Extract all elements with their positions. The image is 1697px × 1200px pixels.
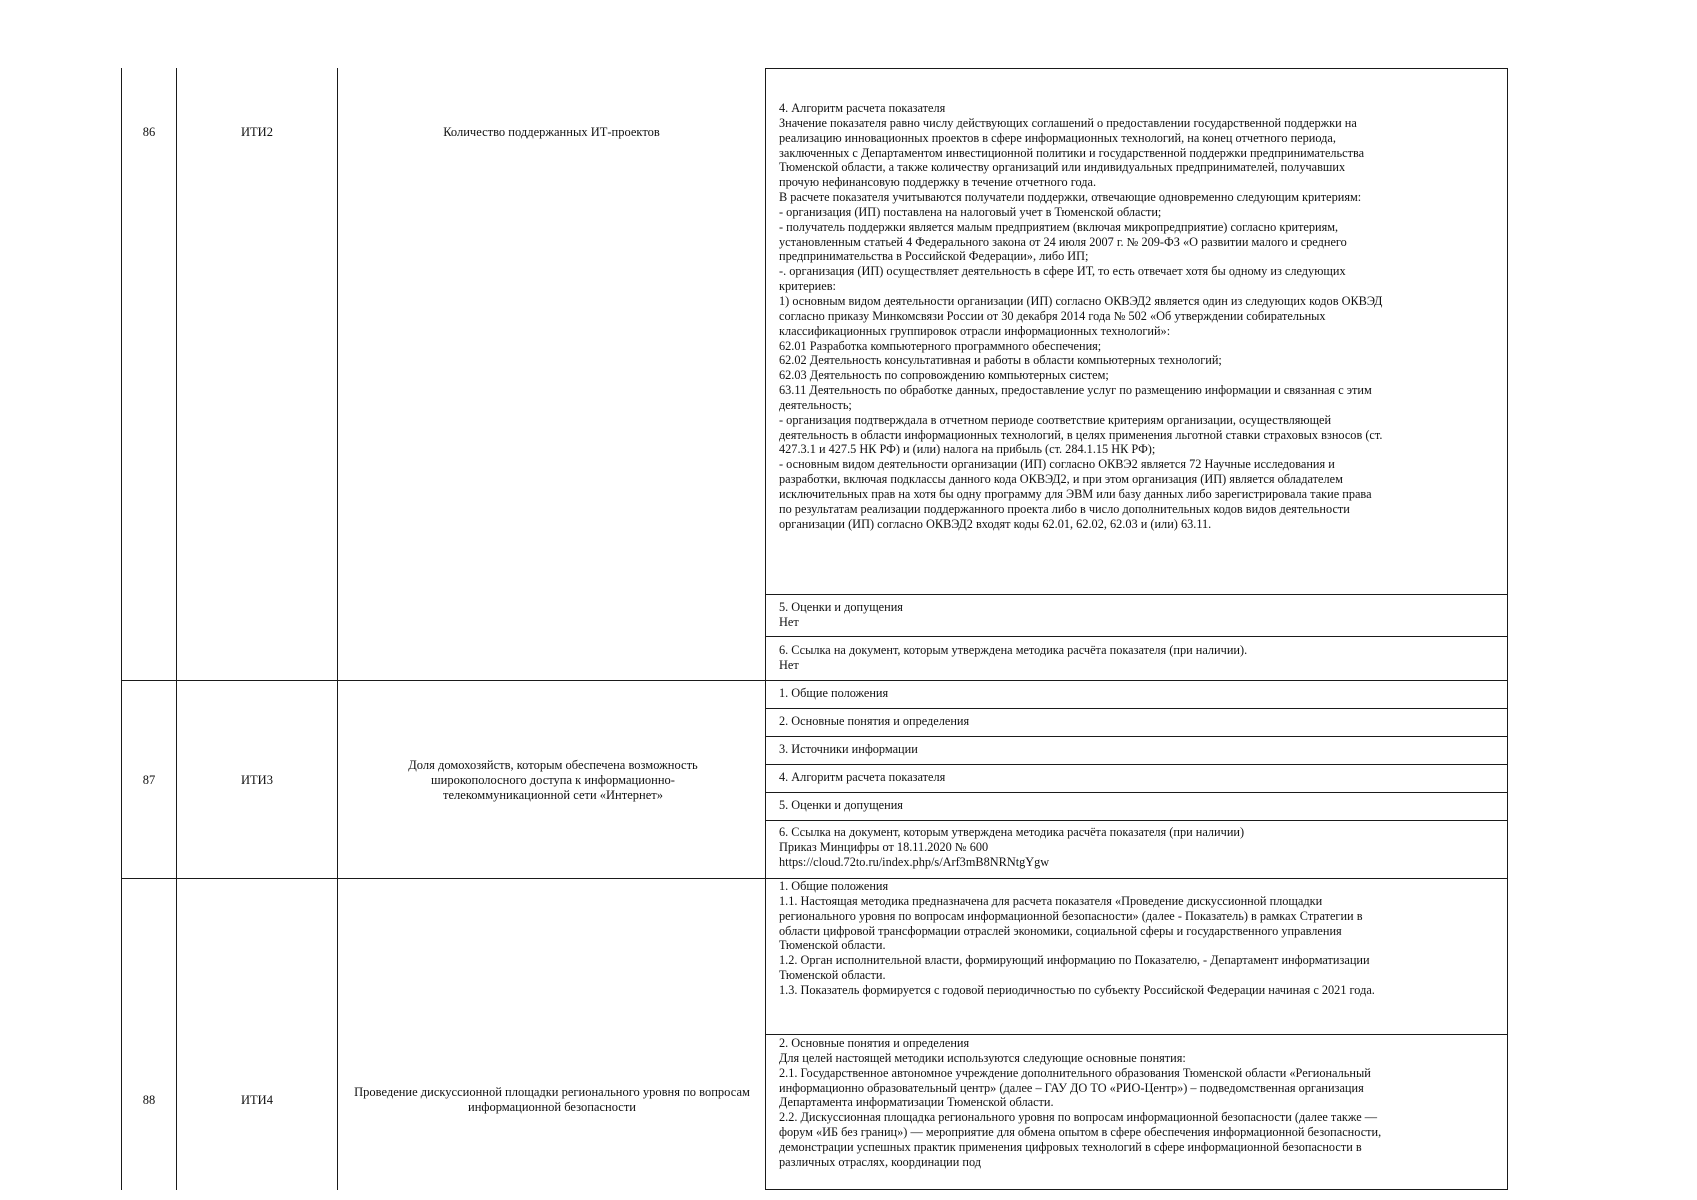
section-divider xyxy=(765,820,1508,821)
section-divider xyxy=(765,792,1508,793)
indicator-code: ИТИ3 xyxy=(241,772,273,787)
section-divider xyxy=(765,736,1508,737)
methodology-section: 6. Ссылка на документ, которым утверждена методика расчёта показателя (при наличии) Приказ Минцифры от 18.11.2020 № 600 https://cloud.72to.ru/index.php/s/Arf3mB8NRNtgYgw xyxy=(779,825,1245,869)
methodology-section: 2. Основные понятия и определения Для целей настоящей методики используются следующие основные понятия: 2.1. Государственное автономное учреждение дополнительного образования Тюменской области «Региональный информационно образовательный центр» (далее – ГАУ ДО ТО «РИО-Центр») – подведомственная организация Департамента информатизации Тюменской области. 2.2. Дискуссионная площадка регионального уровня по вопросам информационной безопасности (далее также — форум «ИБ без границ») — мероприятие для обмена опытом в сфере обеспечения информационной безопасности, демонстрации успешных практик применения цифровых технологий в сфере информационной безопасности в различных отраслях, координации под xyxy=(779,1036,1382,1169)
methodology-section: 1. Общие положения xyxy=(779,686,889,700)
methodology-section: 3. Источники информации xyxy=(779,742,918,756)
methodology-section: 4. Алгоритм расчета показателя xyxy=(779,770,946,784)
methodology-section: 6. Ссылка на документ, которым утверждена методика расчёта показателя (при наличии). Нет xyxy=(779,643,1248,672)
section-divider xyxy=(765,708,1508,709)
section-divider xyxy=(765,636,1508,637)
indicator-name: Доля домохозяйств, которым обеспечена возможность широкополосного доступа к информационно-телекоммуникационной сети «Интернет» xyxy=(408,757,698,802)
column-divider-code xyxy=(337,68,338,1190)
row-divider xyxy=(121,680,1508,681)
methodology-section: 5. Оценки и допущения Нет xyxy=(779,600,903,629)
section-top-border xyxy=(765,68,1508,69)
section-divider xyxy=(765,764,1508,765)
section-bottom-border xyxy=(765,1189,1508,1190)
section-divider xyxy=(765,1034,1508,1035)
indicator-code: ИТИ2 xyxy=(241,124,273,139)
section-divider xyxy=(765,594,1508,595)
methodology-section: 1. Общие положения 1.1. Настоящая методика предназначена для расчета показателя «Проведение дискуссионной площадки регионального уровня по вопросам информационной безопасности» (далее - Показатель) в рамках Стратегии в области цифровой трансформации отраслей экономики, социальной сферы и государственного управления Тюменской области. 1.2. Орган исполнительной власти, формирующий информацию по Показателю, - Департамент информатизации Тюменской области. 1.3. Показатель формируется с годовой периодичностью по субъекту Российской Федерации начиная с 2021 года. xyxy=(779,879,1375,997)
row-number: 86 xyxy=(142,124,156,139)
column-divider-name xyxy=(765,68,766,1190)
methodology-section: 2. Основные понятия и определения xyxy=(779,714,970,728)
methodology-section: 4. Алгоритм расчета показателя Значение показателя равно числу действующих соглашений о предоставлении государственной поддержки на реализацию инновационных проектов в сфере информационных технологий, на конец отчетного периода, заключенных с Департаментом инвестиционной политики и государственной поддержки предпринимательства Тюменской области, а также количеству организаций или индивидуальных предпринимателей, получавших прочую нефинансовую поддержку в течение отчетного года. В расчете показателя учитываются получатели поддержки, отвечающие одновременно следующим критериям: - организация (ИП) поставлена на налоговый учет в Тюменской области; - получатель поддержки является малым предприятием (включая микропредприятие) согласно критериям, установленным статьей 4 Федерального закона от 24 июля 2007 г. № 209-ФЗ «О развитии малого и среднего предпринимательства в Российской Федерации», либо ИП; -. организация (ИП) осуществляет деятельность в сфере ИТ, то есть отвечает хотя бы одному из следующих критериев: 1) основным видом деятельности организации (ИП) согласно ОКВЭД2 является один из следующих кодов ОКВЭД согласно приказу Минкомсвязи России от 30 декабря 2014 года № 502 «Об утверждении собирательных классификационных группировок отрасли информационных технологий»: 62.01 Разработка компьютерного программного обеспечения; 62.02 Деятельность консультативная и работы в области компьютерных технологий; 62.03 Деятельность по сопровождению компьютерных систем; 63.11 Деятельность по обработке данных, предоставление услуг по размещению информации и связанная с этим деятельность; - организация подтверждала в отчетном периоде соответствие критериям организации, осуществляющей деятельность в области информационных технологий, в целях применения льготной ставки страховых взносов (ст. 427.3.1 и 427.5 НК РФ) и (или) налога на прибыль (ст. 284.1.15 НК РФ); - основным видом деятельности организации (ИП) согласно ОКВЭ2 является 72 Научные исследования и разработки, включая подклассы данного кода ОКВЭД2, и при этом организация (ИП) является обладателем исключительных прав на хотя бы одну программу для ЭВМ или базу данных либо зарегистрировала такие права по результатам реализации поддержанного проекта либо в число дополнительных кодов видов деятельности организации (ИП) согласно ОКВЭД2 входят коды 62.01, 62.02, 62.03 и (или) 63.11. xyxy=(779,101,1383,531)
row-number: 87 xyxy=(142,772,156,787)
indicator-name: Проведение дискуссионной площадки регионального уровня по вопросам информационной безопасности xyxy=(354,1085,750,1114)
table-left-border xyxy=(121,68,122,1190)
indicator-code: ИТИ4 xyxy=(241,1092,273,1107)
indicator-name: Количество поддержанных ИТ-проектов xyxy=(443,124,660,139)
column-divider-num xyxy=(176,68,177,1190)
row-number: 88 xyxy=(142,1092,156,1107)
methodology-section: 5. Оценки и допущения xyxy=(779,798,903,812)
table-right-border xyxy=(1507,68,1508,1190)
